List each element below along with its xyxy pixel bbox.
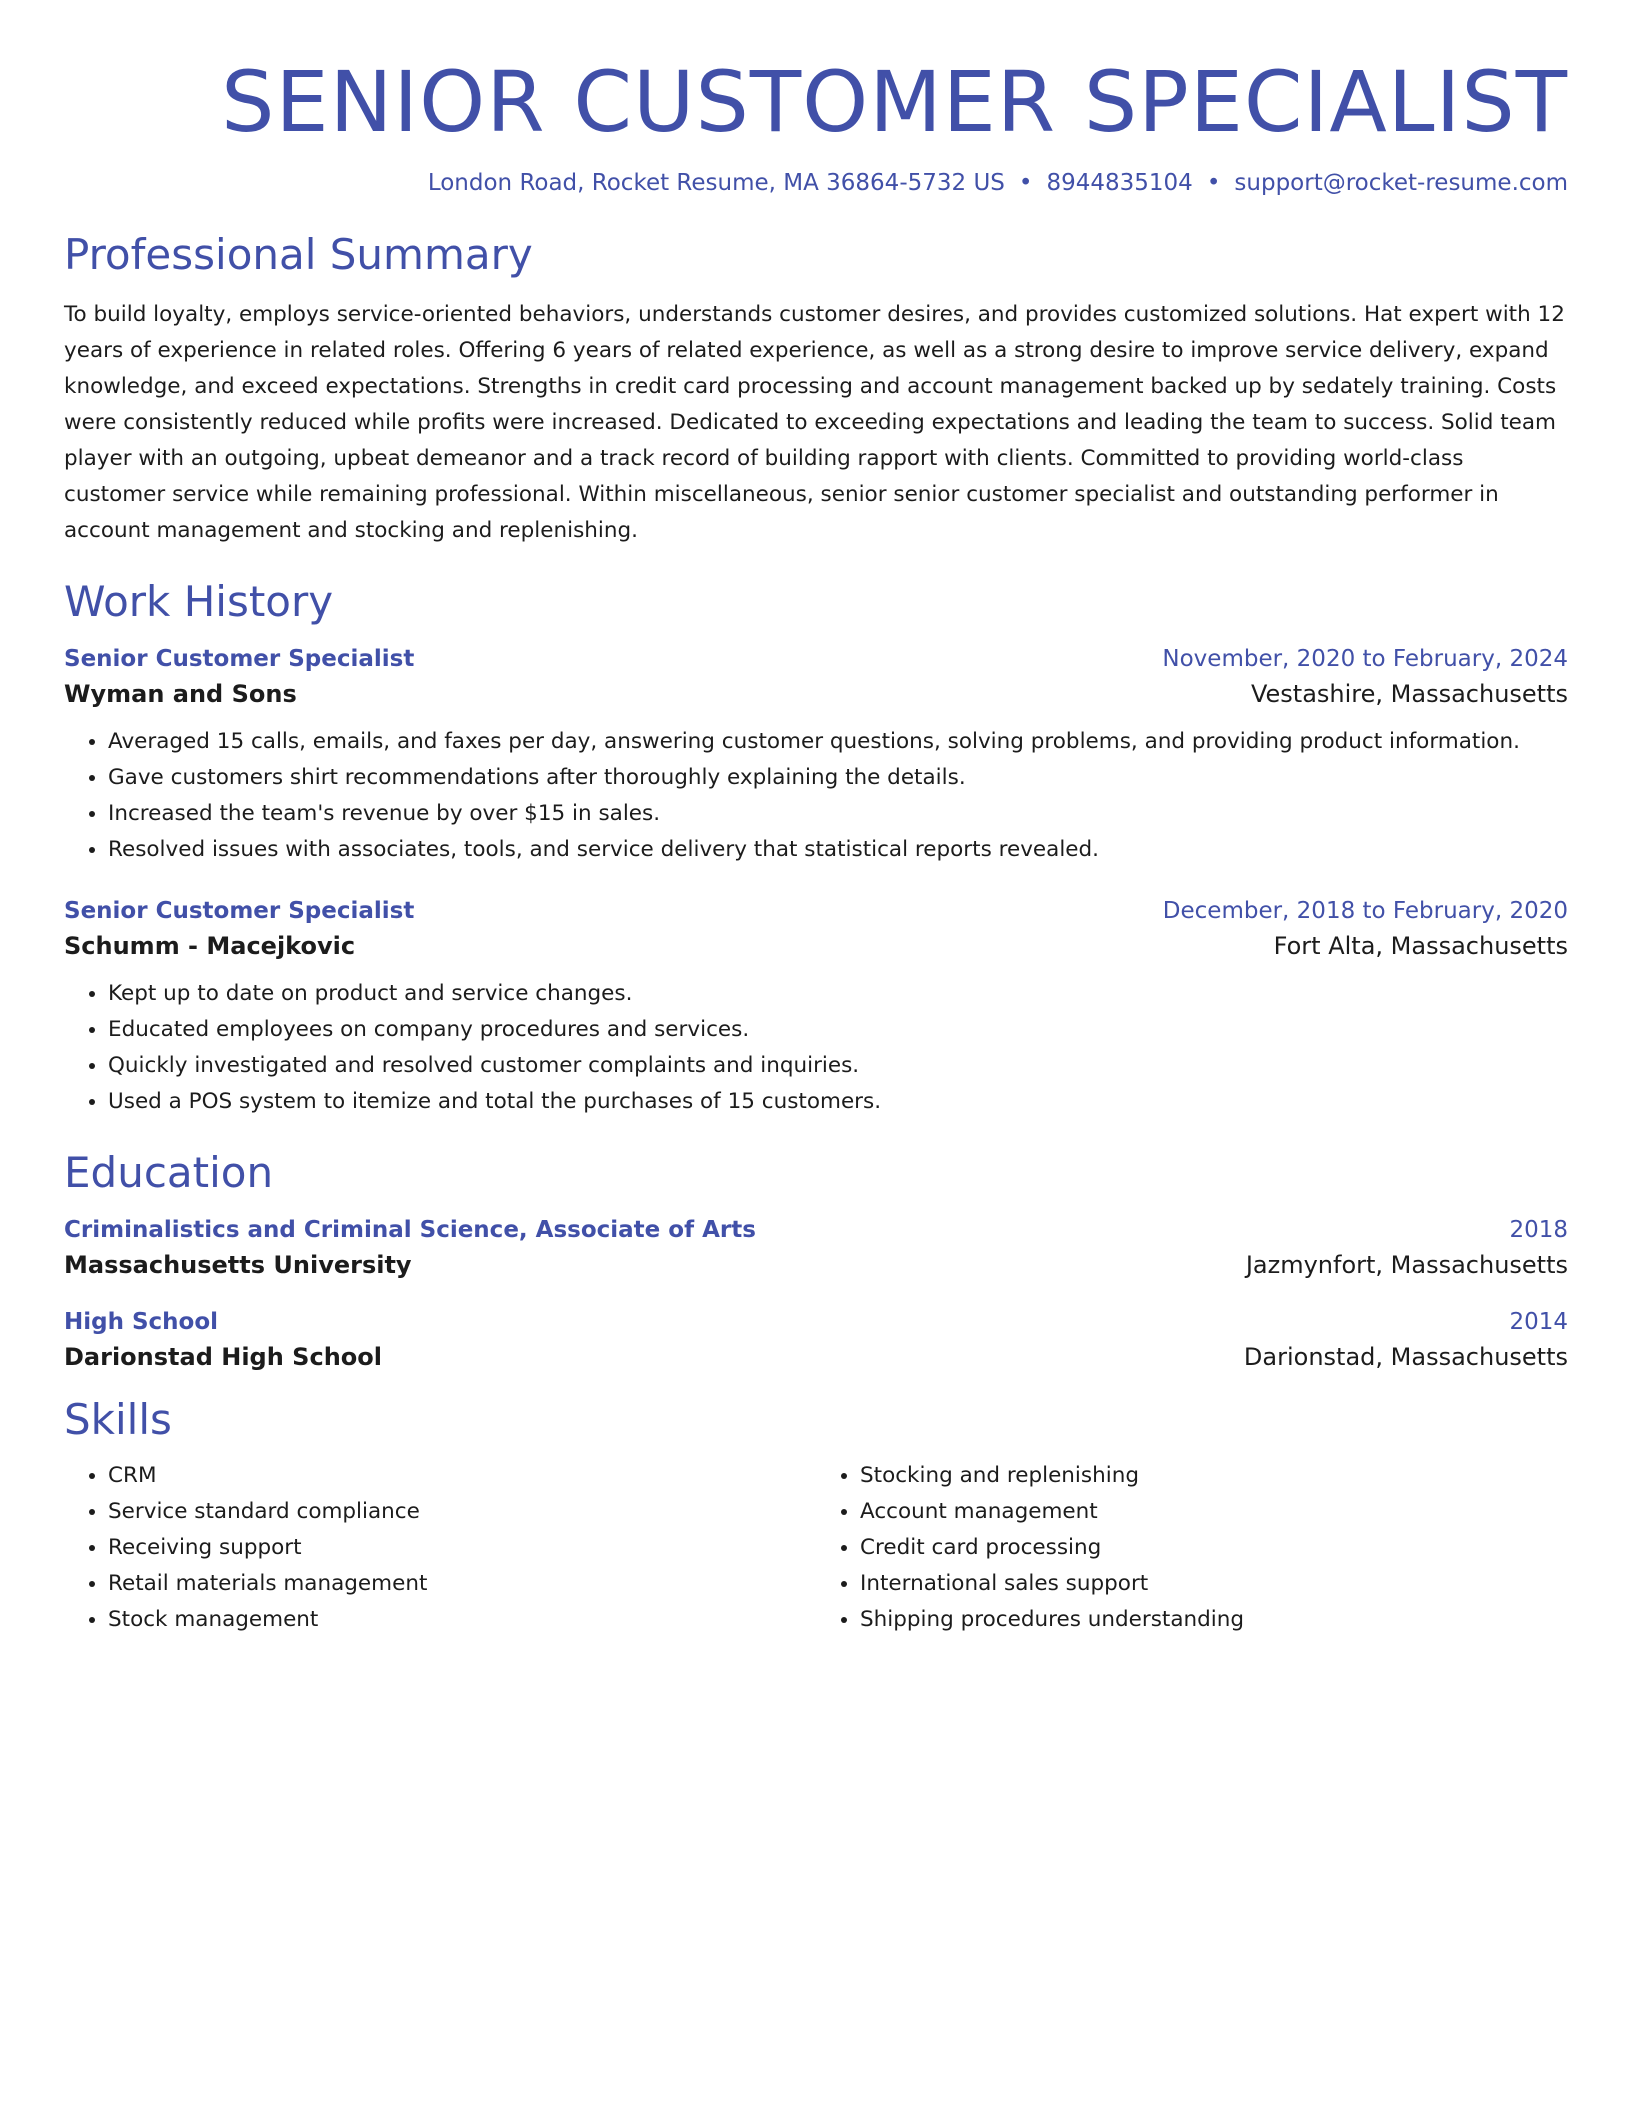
separator-dot: • [1206, 170, 1221, 197]
summary-text: To build loyalty, employs service-oriented behaviors, understands customer desires, and provides customized solutions. Hat expert with 12 years of experience in related roles. Offering 6 years of related experience, as well as a strong desire to improve service delivery, expand knowledge, and exceed expectations. Strengths in credit card processing and account management backed up by sedately training. Costs were consistently reduced while profits were increased. Dedicated to exceeding expectations and leading the team to success. Solid team player with an outgoing, upbeat demeanor and a track record of building rapport with clients. Committed to providing world-class customer service while remaining professional. Within miscellaneous, senior senior customer specialist and outstanding performer in account management and stocking and replenishing. [64, 302, 1565, 544]
job-role: Senior Customer Specialist [64, 646, 415, 673]
job-bullets [64, 724, 1568, 868]
job-location: Vestashire, Massachusetts [1250, 680, 1568, 709]
skill-item: • CRM [108, 1458, 816, 1494]
address: London Road, Rocket Resume, MA 36864-5732 US [427, 170, 1005, 197]
skills-column-left [64, 1458, 816, 1638]
summary-heading: Professional Summary [64, 230, 533, 280]
school: Darionstad High School [64, 1343, 382, 1372]
list-item: • Used a POS system to itemize and total the purchases of 15 customers. [108, 1084, 1568, 1120]
job-dates: November, 2020 to February, 2024 [1162, 646, 1568, 673]
education-year: 2014 [1509, 1309, 1568, 1336]
job-dates: December, 2018 to February, 2020 [1162, 898, 1568, 925]
job-title-heading: SENIOR CUSTOMER SPECIALIST [221, 53, 1568, 151]
work-history-heading: Work History [64, 577, 334, 627]
skill-item: • Credit card processing [860, 1530, 1568, 1566]
skills-heading: Skills [64, 1395, 172, 1445]
skill-item: • Retail materials management [108, 1566, 816, 1602]
school-location: Jazmynfort, Massachusetts [1245, 1251, 1568, 1280]
skills-column-right [816, 1458, 1568, 1638]
job-location: Fort Alta, Massachusetts [1273, 932, 1568, 961]
skill-item: • Stocking and replenishing [860, 1458, 1568, 1494]
school: Massachusetts University [64, 1251, 412, 1280]
job-entry [64, 646, 1568, 868]
education-entry [64, 1309, 1568, 1371]
education-entry [64, 1217, 1568, 1279]
list-item: • Averaged 15 calls, emails, and faxes per day, answering customer questions, solving problems, and providing product information. [108, 724, 1568, 760]
list-item: • Educated employees on company procedures and services. [108, 1012, 1568, 1048]
degree: High School [64, 1309, 219, 1336]
email: support@rocket-resume.com [1234, 170, 1568, 197]
job-entry [64, 898, 1568, 1120]
education-year: 2018 [1509, 1217, 1568, 1244]
skill-item: • Account management [860, 1494, 1568, 1530]
job-company: Wyman and Sons [64, 680, 297, 709]
list-item: • Resolved issues with associates, tools, and service delivery that statistical reports revealed. [108, 832, 1568, 868]
school-location: Darionstad, Massachusetts [1243, 1343, 1568, 1372]
skill-item: • Service standard compliance [108, 1494, 816, 1530]
contact-line [64, 170, 1568, 196]
job-role: Senior Customer Specialist [64, 898, 415, 925]
degree: Criminalistics and Criminal Science, Associate of Arts [64, 1217, 756, 1244]
skill-item: • Receiving support [108, 1530, 816, 1566]
education-heading: Education [64, 1148, 274, 1198]
skill-item: • Shipping procedures understanding [860, 1602, 1568, 1638]
skills-grid [64, 1458, 1568, 1638]
phone: 8944835104 [1046, 170, 1193, 197]
list-item: • Gave customers shirt recommendations after thoroughly explaining the details. [108, 760, 1568, 796]
skill-item: • International sales support [860, 1566, 1568, 1602]
separator-dot: • [1018, 170, 1033, 197]
list-item: • Increased the team's revenue by over $15 in sales. [108, 796, 1568, 832]
job-bullets [64, 976, 1568, 1120]
list-item: • Kept up to date on product and service changes. [108, 976, 1568, 1012]
resume-header [64, 53, 1568, 197]
list-item: • Quickly investigated and resolved customer complaints and inquiries. [108, 1048, 1568, 1084]
skill-item: • Stock management [108, 1602, 816, 1638]
job-company: Schumm - Macejkovic [64, 932, 356, 961]
